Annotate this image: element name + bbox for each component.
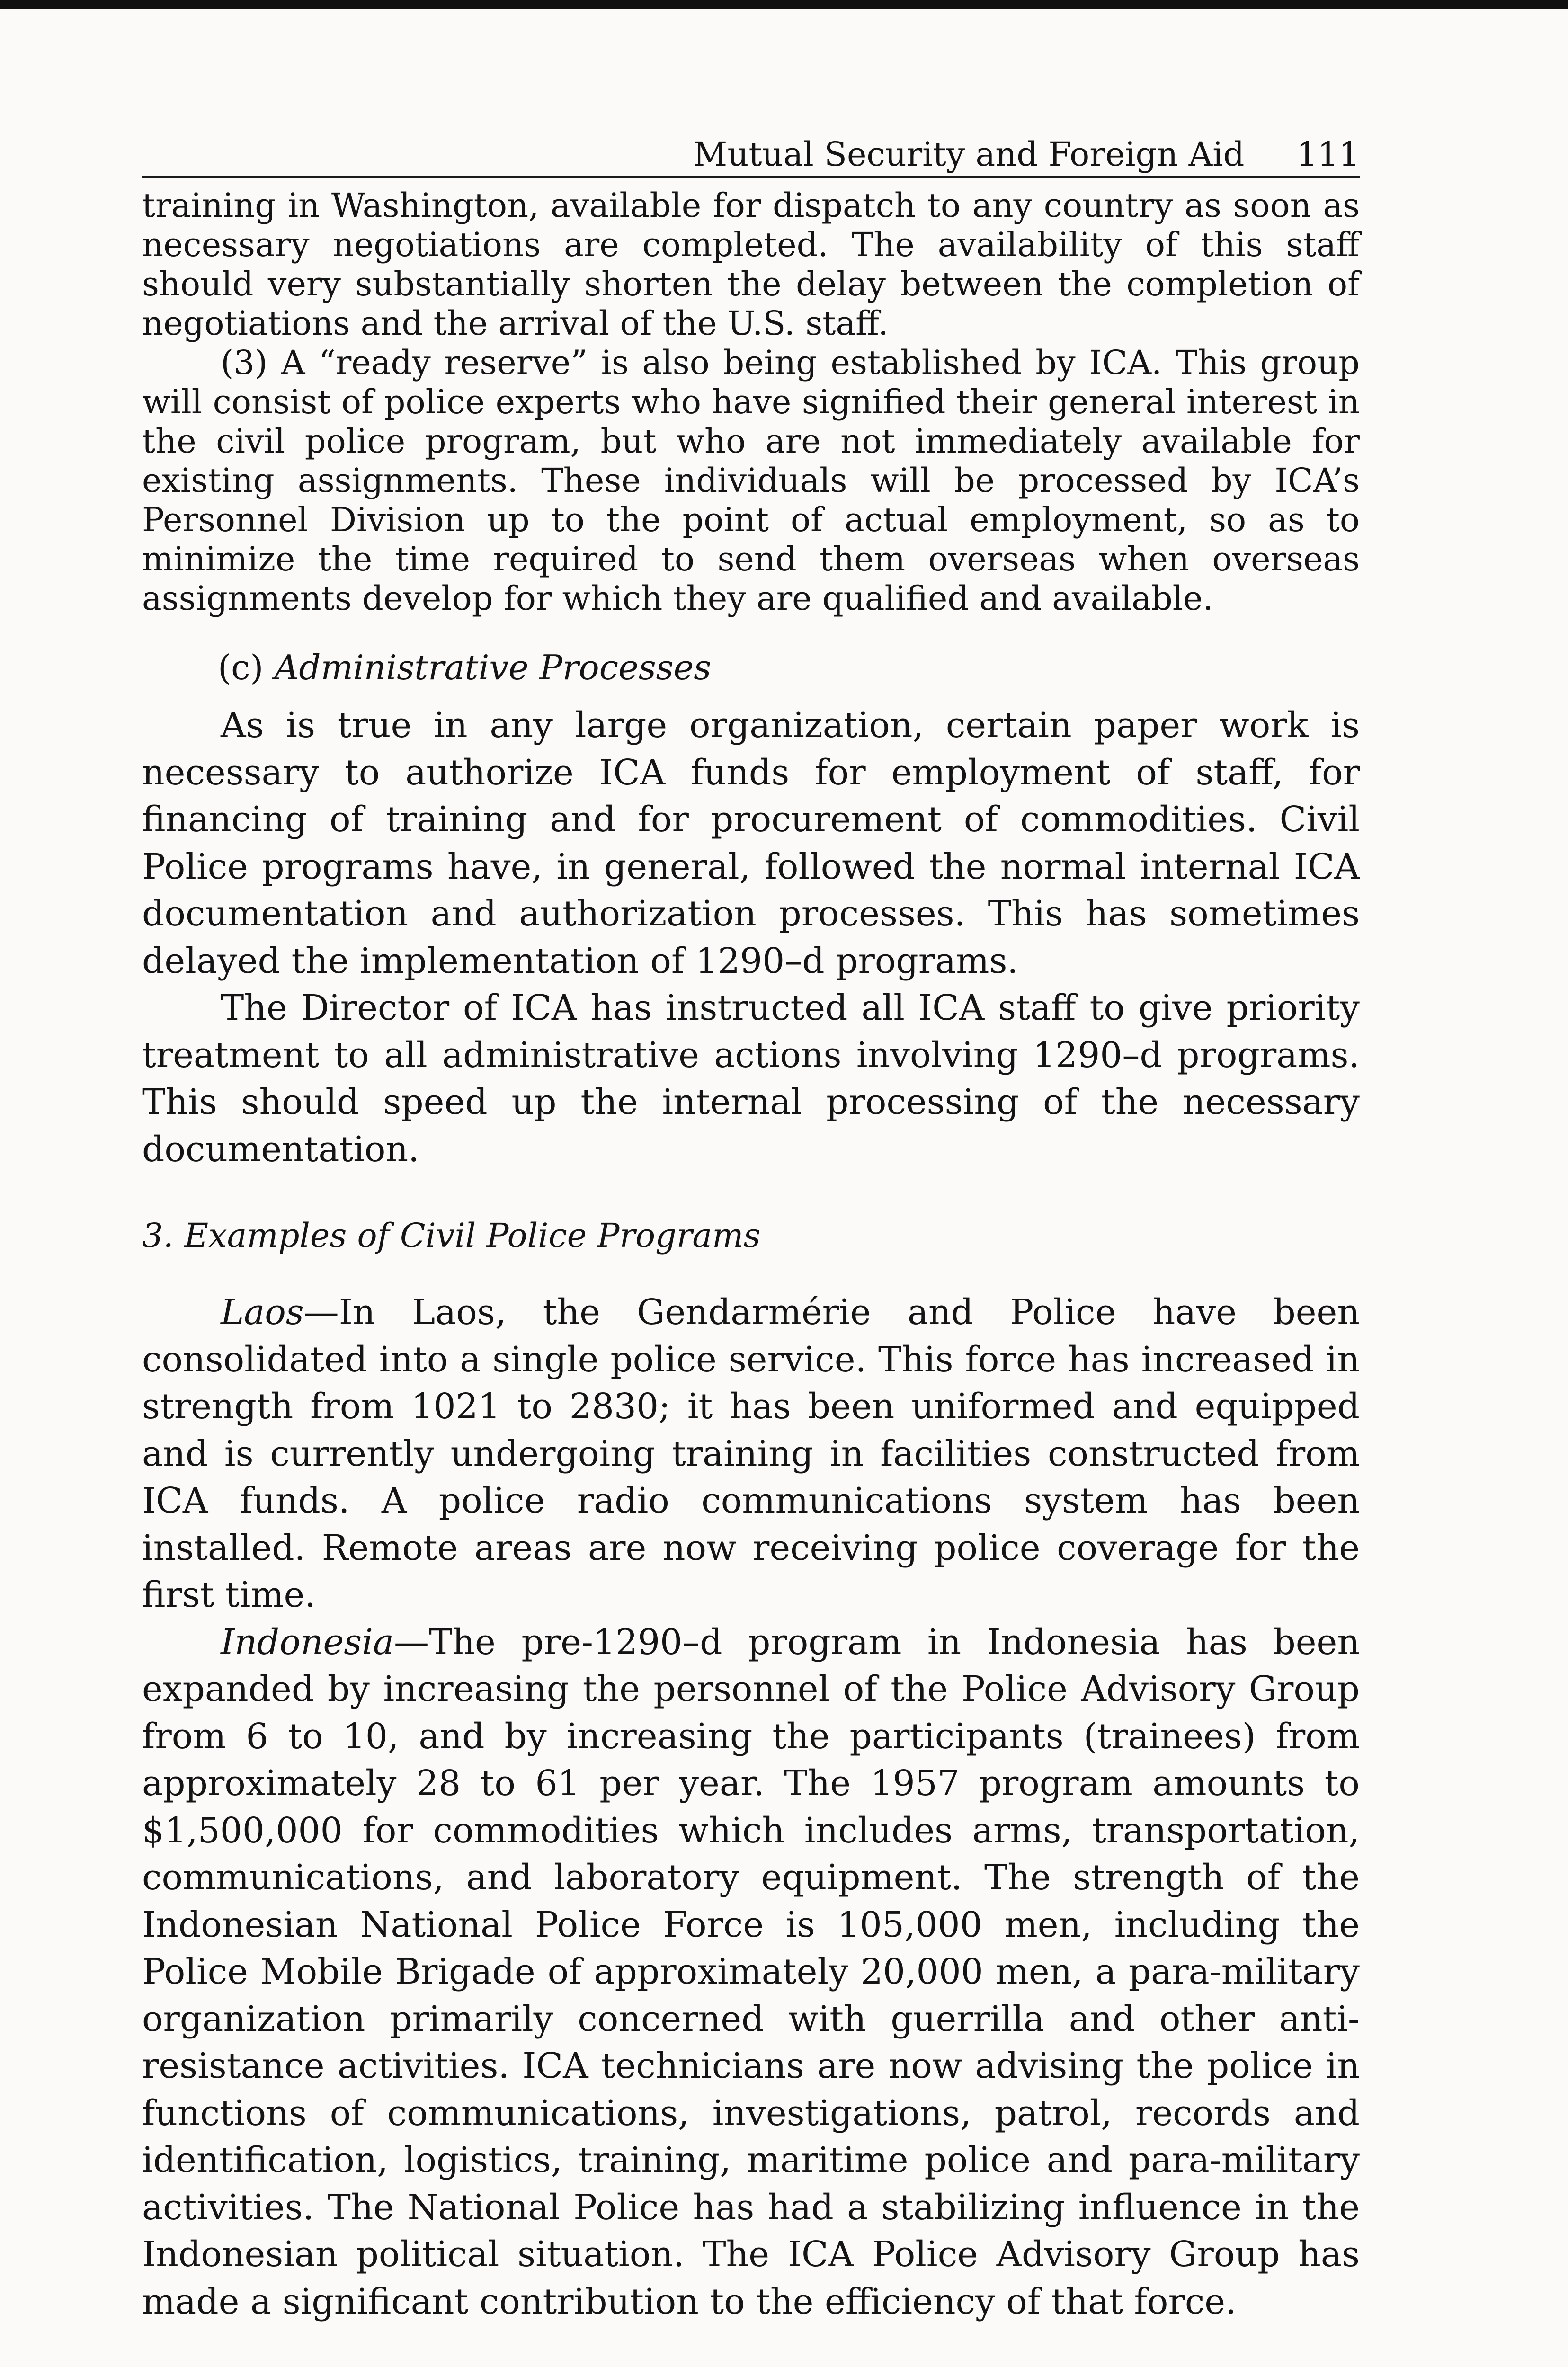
text-block-large (142, 702, 1360, 1173)
book-page (142, 133, 1360, 2325)
subheading-label: (c) (218, 648, 264, 687)
running-head (142, 133, 1360, 178)
paragraph-paper-work: As is true in any large organization, certain paper work is necessary to authorize ICA funds for employment of staff, for financing of training and for procurement of commodities. Civil Police programs have, in general, followed the normal internal ICA documentation and authorization processes. This has sometimes delayed the implementation of 1290–d programs. (142, 705, 1360, 981)
page-number: 111 (1296, 135, 1360, 174)
paragraph-laos (142, 1289, 1360, 1619)
text-block-examples (142, 1289, 1360, 2325)
laos-text: —In Laos, the Gendarmérie and Police have been consolidated into a single police service. This force has increased in strength from 1021 to 2830; it has been uniformed and equipped and is currently undergoing training in facilities constructed from ICA funds. A police radio communications system has been installed. Remote areas are now receiving police coverage for the first time. (142, 1292, 1360, 1615)
indonesia-text: —The pre-1290–d program in Indonesia has been expanded by increasing the personnel of the Police Advisory Group from 6 to 10, and by increasing the participants (trainees) from approximately 28 to 61 per year. The 1957 program amounts to $1,500,000 for commodities which includes arms, transportation, communications, and laboratory equipment. The strength of the Indonesian National Police Force is 105,000 men, including the Police Mobile Brigade of approximately 20,000 men, a para-military organization primarily concerned with guerrilla and other anti-resistance activities. ICA technicians are now advising the police in functions of communications, investigations, patrol, records and identification, logistics, training, maritime police and para-military activities. The National Police has had a stabilizing influence in the Indonesian political situation. The ICA Police Advisory Group has made a significant contribution to the efficiency of that force. (142, 1621, 1360, 2322)
paragraph-ready-reserve: (3) A “ready reserve” is also being established by ICA. This group will consist of police experts who have signified their general interest in the civil police program, but who are not immediately available for existing assignments. These individuals will be processed by ICA’s Personnel Division up to the point of actual employment, so as to minimize the time required to send them overseas when overseas assignments develop for which they are qualified and available. (142, 343, 1360, 618)
paragraph-continuation: training in Washington, available for dispatch to any country as soon as necessary negotiations are completed. The availability of this staff should very substantially shorten the delay between the completion of negotiations and the arrival of the U.S. staff. (142, 186, 1360, 343)
run-in-head-laos: Laos (221, 1292, 304, 1333)
subheading-title: Administrative Processes (274, 648, 712, 687)
running-head-title: Mutual Security and Foreign Aid (693, 135, 1245, 174)
paragraph-director-instruction: The Director of ICA has instructed all ICA staff to give priority treatment to all administrative actions involving 1290–d programs. This should speed up the internal processing of the necessary documentation. (142, 988, 1360, 1170)
run-in-head-indonesia: Indonesia (221, 1621, 394, 1663)
text-block-small (142, 186, 1360, 618)
paragraph-indonesia (142, 1619, 1360, 2326)
scan-top-edge (0, 0, 1568, 9)
subheading-administrative-processes (142, 648, 1360, 688)
section-heading-examples: 3. Examples of Civil Police Programs (142, 1216, 761, 1255)
